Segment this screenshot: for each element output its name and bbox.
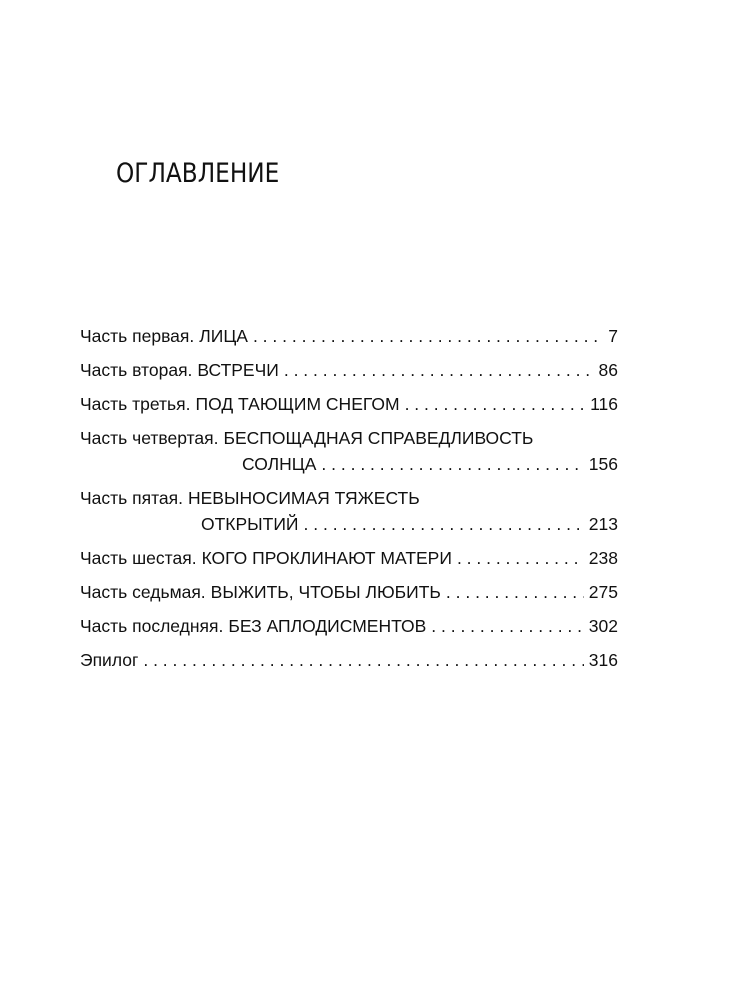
dot-leader xyxy=(253,326,603,347)
toc-entry-line xyxy=(80,488,618,509)
toc-entry-line xyxy=(80,326,618,347)
dot-leader xyxy=(304,514,584,535)
toc-entry-part: Часть четвертая. xyxy=(80,428,219,448)
toc-entry-title: БЕСПОЩАДНАЯ СПРАВЕДЛИВОСТЬ xyxy=(223,428,534,448)
toc-entry xyxy=(80,394,618,415)
toc-entry-page: 7 xyxy=(608,326,618,346)
toc-entry-part: Часть последняя. xyxy=(80,616,224,636)
toc-entry-page: 116 xyxy=(590,394,618,414)
toc-entry-part: Часть третья. xyxy=(80,394,191,414)
toc-entry-title: ВСТРЕЧИ xyxy=(197,360,279,380)
toc-entry-continuation xyxy=(80,454,618,475)
toc-entry-part: Часть первая. xyxy=(80,326,195,346)
toc-entry-part: Эпилог xyxy=(80,650,139,670)
toc-entry-page: 316 xyxy=(588,650,618,670)
dot-leader xyxy=(321,454,583,475)
toc-entry-line xyxy=(80,650,618,671)
toc-entry xyxy=(80,650,618,671)
toc-entry-part: Часть седьмая. xyxy=(80,582,206,602)
toc-entry xyxy=(80,488,618,535)
toc-entry-line xyxy=(80,428,618,449)
toc-entry-title: НЕВЫНОСИМАЯ ТЯЖЕСТЬ xyxy=(187,488,420,508)
dot-leader xyxy=(143,650,583,671)
toc-heading: ОГЛАВЛЕНИЕ xyxy=(116,158,280,189)
dot-leader xyxy=(457,548,584,569)
toc-entry-title: ВЫЖИТЬ, ЧТОБЫ ЛЮБИТЬ xyxy=(210,582,441,602)
dot-leader xyxy=(431,616,584,637)
toc-entry-page: 275 xyxy=(588,582,618,602)
toc-entry-part: Часть пятая. xyxy=(80,488,183,508)
toc-entry-page: 302 xyxy=(588,616,618,636)
dot-leader xyxy=(405,394,586,415)
dot-leader xyxy=(284,360,594,381)
toc-entry-line xyxy=(80,616,618,637)
toc-entry-title-cont: СОЛНЦА xyxy=(242,454,317,474)
toc-entry-line xyxy=(80,548,618,569)
toc-entry-page: 238 xyxy=(588,548,618,568)
toc-entry xyxy=(80,582,618,603)
toc-entry xyxy=(80,360,618,381)
table-of-contents xyxy=(80,326,618,684)
toc-entry-title: БЕЗ АПЛОДИСМЕНТОВ xyxy=(228,616,427,636)
toc-entry xyxy=(80,428,618,475)
toc-entry-title-cont: ОТКРЫТИЙ xyxy=(201,514,299,534)
toc-entry xyxy=(80,548,618,569)
toc-entry-page: 86 xyxy=(598,360,618,380)
toc-entry-line xyxy=(80,582,618,603)
toc-entry xyxy=(80,616,618,637)
dot-leader xyxy=(446,582,584,603)
toc-entry-line xyxy=(80,360,618,381)
toc-entry-part: Часть шестая. xyxy=(80,548,197,568)
toc-entry-title: ПОД ТАЮЩИМ СНЕГОМ xyxy=(195,394,400,414)
toc-entry-page: 213 xyxy=(588,514,618,534)
toc-entry-line xyxy=(80,394,618,415)
toc-entry xyxy=(80,326,618,347)
toc-entry-title: ЛИЦА xyxy=(199,326,248,346)
toc-entry-part: Часть вторая. xyxy=(80,360,193,380)
toc-entry-page: 156 xyxy=(588,454,618,474)
toc-entry-title: КОГО ПРОКЛИНАЮТ МАТЕРИ xyxy=(201,548,452,568)
toc-entry-continuation xyxy=(80,514,618,535)
